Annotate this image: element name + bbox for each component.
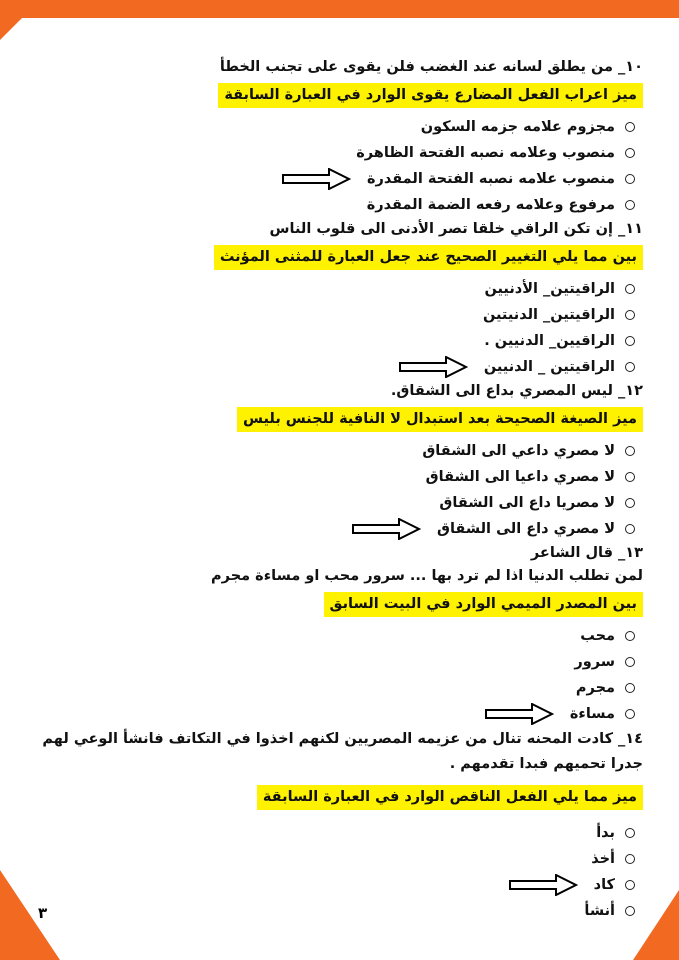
question-prompt-highlight: ميز الصيغة الصحيحة بعد استبدال لا النافية للجنس بليس: [237, 407, 643, 432]
question-prompt-highlight: ميز اعراب الفعل المضارع يقوى الوارد في العبارة السابقة: [218, 83, 643, 108]
option-item[interactable]: [28, 166, 643, 192]
radio-bullet-icon[interactable]: [625, 709, 635, 719]
question-stem: ١٤_ كادت المحنه تنال من عزيمه المصريين لكنهم اخذوا في التكاتف فانشأ الوعي لهم جدرا تحميهم فبدا تقدمهم .: [42, 731, 643, 772]
option-item[interactable]: [28, 276, 643, 302]
radio-bullet-icon[interactable]: [625, 148, 635, 158]
option-label: الراقيتين_ الدنيتين: [482, 307, 615, 323]
radio-bullet-icon[interactable]: [625, 828, 635, 838]
options-list: [28, 438, 643, 542]
radio-bullet-icon[interactable]: [625, 174, 635, 184]
option-item[interactable]: [28, 140, 643, 166]
question-stem: ١٣_ قال الشاعر: [530, 545, 643, 561]
radio-bullet-icon[interactable]: [625, 336, 635, 346]
options-list: [28, 820, 643, 924]
option-label: سرور: [574, 654, 615, 670]
option-item[interactable]: [28, 490, 643, 516]
question-stem: ١٠_ من يطلق لسانه عند الغضب فلن يقوى على تجنب الخطأ: [219, 59, 643, 75]
option-label: منصوب وعلامه نصبه الفتحة الظاهرة: [356, 145, 615, 161]
question-stem: ١٢_ ليس المصري بداع الى الشقاق.: [390, 383, 643, 399]
radio-bullet-icon[interactable]: [625, 880, 635, 890]
answer-arrow-icon: [281, 168, 351, 190]
radio-bullet-icon[interactable]: [625, 284, 635, 294]
top-frame-corner: [0, 0, 40, 40]
option-label: مرفوع وعلامه رفعه الضمة المقدرة: [366, 197, 615, 213]
radio-bullet-icon[interactable]: [625, 122, 635, 132]
option-label: أنشأ: [584, 903, 615, 919]
option-label: مجزوم علامه جزمه السكون: [420, 119, 615, 135]
radio-bullet-icon[interactable]: [625, 683, 635, 693]
options-list: [28, 114, 643, 218]
option-label: الراقيتين _ الدنيين: [483, 359, 615, 375]
poetry-verse: لمن تطلب الدنيا اذا لم ترد بها ... سرور محب او مساءة مجرم: [211, 568, 643, 584]
question-10: [28, 56, 643, 218]
radio-bullet-icon[interactable]: [625, 200, 635, 210]
answer-arrow-icon: [484, 703, 554, 725]
option-label: مجرم: [575, 680, 615, 696]
answer-arrow-icon: [351, 518, 421, 540]
option-label: أخذ: [591, 851, 615, 867]
option-item[interactable]: [28, 701, 643, 727]
question-12: [28, 380, 643, 542]
option-label: الراقيين_ الدنيين .: [484, 333, 615, 349]
top-frame-band: [0, 0, 679, 18]
option-item[interactable]: [28, 114, 643, 140]
radio-bullet-icon[interactable]: [625, 657, 635, 667]
question-13: [28, 542, 643, 727]
option-item[interactable]: [28, 438, 643, 464]
radio-bullet-icon[interactable]: [625, 472, 635, 482]
options-list: [28, 623, 643, 727]
option-item[interactable]: [28, 675, 643, 701]
question-11: [28, 218, 643, 380]
option-label: لا مصري داعيا الى الشقاق: [425, 469, 615, 485]
option-item[interactable]: [28, 302, 643, 328]
option-label: لا مصري داعي الى الشقاق: [422, 443, 615, 459]
radio-bullet-icon[interactable]: [625, 362, 635, 372]
radio-bullet-icon[interactable]: [625, 524, 635, 534]
option-label: منصوب علامه نصبه الفتحة المقدرة: [366, 171, 615, 187]
option-item[interactable]: [28, 846, 643, 872]
question-prompt-highlight: بين مما يلي التغيير الصحيح عند جعل العبارة للمثنى المؤنث: [214, 245, 643, 270]
page-number: ٣: [38, 904, 48, 922]
option-item[interactable]: [28, 623, 643, 649]
answer-arrow-icon: [398, 356, 468, 378]
option-item[interactable]: [28, 898, 643, 924]
option-item[interactable]: [28, 354, 643, 380]
radio-bullet-icon[interactable]: [625, 446, 635, 456]
radio-bullet-icon[interactable]: [625, 854, 635, 864]
option-label: كاد: [593, 877, 615, 893]
radio-bullet-icon[interactable]: [625, 310, 635, 320]
radio-bullet-icon[interactable]: [625, 906, 635, 916]
option-item[interactable]: [28, 516, 643, 542]
option-item[interactable]: [28, 820, 643, 846]
question-prompt-highlight: بين المصدر الميمي الوارد في البيت السابق: [324, 592, 643, 617]
worksheet-content: [28, 56, 643, 924]
question-stem: ١١_ إن تكن الراقي خلقا تصر الأدنى الى قلوب الناس: [269, 221, 643, 237]
option-label: مساءة: [569, 706, 615, 722]
option-item[interactable]: [28, 872, 643, 898]
option-label: لا مصري داع الى الشقاق: [437, 521, 615, 537]
option-label: الراقيتين_ الأدنيين: [484, 281, 615, 297]
option-item[interactable]: [28, 464, 643, 490]
option-item[interactable]: [28, 328, 643, 354]
question-14: [28, 727, 643, 924]
option-label: لا مصريا داع الى الشقاق: [439, 495, 615, 511]
answer-arrow-icon: [508, 874, 578, 896]
option-label: محب: [580, 628, 615, 644]
radio-bullet-icon[interactable]: [625, 498, 635, 508]
option-item[interactable]: [28, 192, 643, 218]
option-label: بدأ: [596, 825, 615, 841]
radio-bullet-icon[interactable]: [625, 631, 635, 641]
options-list: [28, 276, 643, 380]
question-prompt-highlight: ميز مما يلي الفعل الناقص الوارد في العبارة السابقة: [257, 785, 643, 810]
option-item[interactable]: [28, 649, 643, 675]
